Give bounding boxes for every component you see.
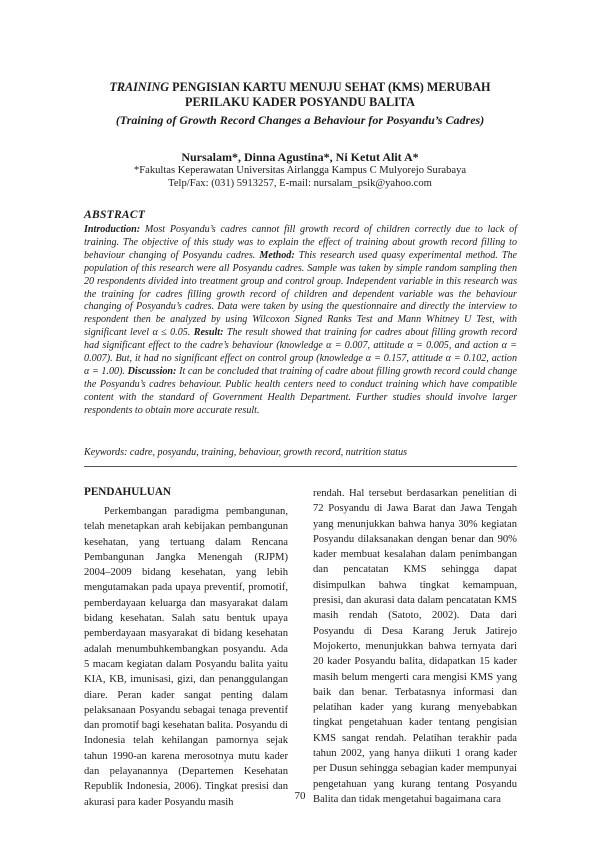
abstract-discussion-label: Discussion: (127, 365, 177, 377)
abstract-method-label: Method: (259, 249, 295, 261)
title-italic-word: TRAINING (109, 80, 170, 94)
section-divider (84, 466, 517, 467)
abstract-body (84, 224, 517, 418)
paper-subtitle: (Training of Growth Record Changes a Behaviour for Posyandu’s Cadres) (115, 113, 485, 127)
abstract-result-text: The result showed that training for cadres about filling growth record had significant effect to the cadre’s behaviour (knowledge α = 0.007, attitude α = 0.005, and action α = 0.007). But, it had no significant effect on control group (knowledge α = 0.157, attitude α = 0.102, action α = 1.00). (84, 327, 517, 377)
abstract-discussion-text: It can be concluded that training of cadre about filling growth record could change the Posyandu’s cadres behaviour. Public health centers need to conduct training which have compatible content with the standard of Government Health Department. Further studies should involve larger respondents to obtain more accurate result. (84, 365, 517, 416)
paper-title (84, 80, 516, 110)
affiliation (110, 164, 490, 190)
section-heading-pendahuluan: PENDAHULUAN (84, 486, 172, 498)
body-column-right: rendah. Hal tersebut berdasarkan penelitian di 72 Posyandu di Jawa Barat dan Jawa Tengah yang menunjukkan bahwa hanya 30% kegiatan Posyandu dilaksanakan dengan benar dan 90% kader membuat kesalahan dalam penimbangan dan pencatatan KMS sehingga dapat disimpulkan bahwa tingkat kemampuan, presisi, dan akurasi data dalam pencatatan KMS masih rendah (Satoto, 2002). Data dari Posyandu di Desa Karang Jeruk Jatirejo Mojokerto, menunjukkan bahwa ternyata dari 20 kader Posyandu balita, didapatkan 15 kader masih belum mengerti cara mengisi KMS yang baik dan benar. Terbatasnya informasi dan pelatihan kader yang kurang menyebabkan tingkat pengetahuan kader tentang pengisian KMS sangat rendah. Pelatihan terakhir pada tahun 2002, yang hanya diikuti 1 orang kader per Dusun sehingga sebagian kader mempunyai pengetahuan yang kurang tentang Posyandu Balita dan tidak mengetahui bagaimana cara (313, 488, 517, 805)
title-rest: PENGISIAN KARTU MENUJU SEHAT (KMS) MERUBAH PERILAKU KADER POSYANDU BALITA (172, 80, 491, 109)
keywords: Keywords: cadre, posyandu, training, behaviour, growth record, nutrition status (84, 447, 408, 458)
abstract-intro-text: Most Posyandu’s cadres cannot fill growth record of children correctly due to lack of training. The objective of this study was to explain the effect of training about growth record filling to behaviour changing of Posyandu cadres. (84, 224, 517, 261)
abstract-heading: ABSTRACT (84, 209, 146, 221)
abstract-result-label: Result: (193, 327, 224, 339)
body-column-left: Perkembangan paradigma pembangunan, telah menetapkan arah kebijakan pembangunan kesehatan, yang tertuang dalam Rencana Pembangunan Jangka Menengah (RJPM) 2004–2009 bidang kesehatan, yang lebih mengutamakan pada upaya preventif, promotif, pemberdayaan keluarga dan masyarakat dalam bidang kesehatan. Salah satu bentuk upaya pemberdayaan masyarakat di bidang kesehatan adalah menumbuhkembangkan posyandu. Ada 5 macam kegiatan dalam Posyandu balita yaitu KIA, KB, imunisasi, gizi, dan penanggulangan diare. Peran kader sangat penting dalam pelaksanaan Posyandu sebagai tenaga preventif dan promotif bagi kesehatan balita. Posyandu di Indonesia telah kehilangan pamornya sejak tahun 1990-an karena merosotnya mutu kader dan pelayanannya (Departemen Kesehatan Republik Indonesia, 2006). Tingkat presisi dan akurasi para kader Posyandu masih (84, 506, 288, 808)
affiliation-line-1: *Fakultas Keperawatan Universitas Airlangga Kampus C Mulyorejo Surabaya (133, 165, 467, 176)
abstract-method-text: This research used quasy experimental method. The population of this research were all Posyandu cadres. Sample was taken by simple random sampling then 20 respondents divided into treatment group and control group. Independent variable in this research was the training for cadres filling growth record of children and dependent variable was the behaviour changing of Posyandu’s cadres. Data were taken by using the questionnaire and directly the interview to respondent then be analyzed by using Wilcoxon Signed Ranks Test and Mann Whitney U Test, with significant level α ≤ 0.05. (84, 249, 517, 339)
abstract-intro-label: Introduction: (84, 224, 141, 235)
authors: Nursalam*, Dinna Agustina*, Ni Ketut Alit A* (181, 150, 419, 164)
affiliation-contact: Telp/Fax: (031) 5913257, E-mail: nursalam_psik@yahoo.com (168, 178, 432, 189)
page-number: 70 (294, 790, 306, 802)
